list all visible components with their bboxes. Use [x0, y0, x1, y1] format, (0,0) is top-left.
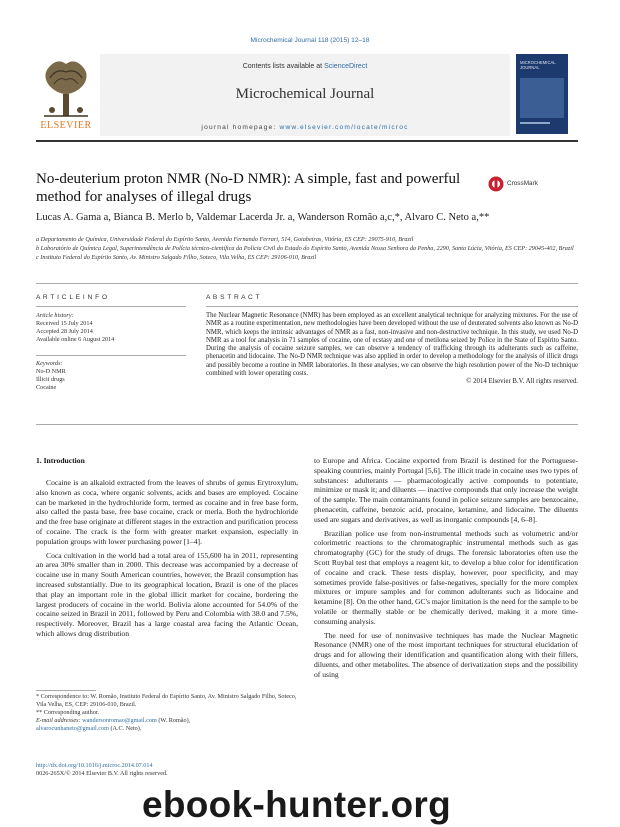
- email-owner: (W. Romão),: [158, 717, 191, 724]
- doi-link[interactable]: http://dx.doi.org/10.1016/j.microc.2014.07.014: [36, 762, 153, 769]
- cover-image: [520, 78, 564, 118]
- homepage-label: journal homepage:: [201, 124, 277, 131]
- email-link[interactable]: alvarocunhaneto@gmail.com: [36, 725, 109, 732]
- contents-prefix: Contents lists available at: [242, 63, 323, 70]
- abstract-copyright: © 2014 Elsevier B.V. All rights reserved.: [466, 378, 578, 386]
- footnotes: [36, 693, 298, 733]
- issn-line: 0026-265X/© 2014 Elsevier B.V. All rights reserved.: [36, 770, 168, 777]
- article-title: No-deuterium proton NMR (No-D NMR): A simple, fast and powerful method for analyses of illegal drugs: [36, 171, 461, 205]
- elsevier-wordmark: ELSEVIER: [40, 120, 92, 131]
- abstract-body: [206, 312, 578, 387]
- keyword-item: Illicit drugs: [36, 376, 65, 383]
- affiliation-rule: [36, 283, 578, 284]
- section-heading: 1. Introduction: [36, 456, 85, 465]
- watermark: ebook-hunter.org: [142, 782, 620, 827]
- history-received: Received 15 July 2014: [36, 320, 93, 327]
- article-history: [36, 312, 186, 344]
- body-paragraph: to Europe and Africa. Cocaine exported from Brazil is destined for the Portuguese-speaking countries, mainly Portugal [5,6]. The illicit trade in cocaine uses two types of substances: adulterants — pharmacologically active compounds to potentiate, minimize or mask it; and diluents — inactive compounds that only increase the weight of the sample. The main contaminants found in police seizure samples are benzocaine, phenacetin, caffeine, benzoic acid, procaine, ketamine, and lidocaine. The diluents used are sugars and derivatives, as well as inorganic compounds [4, 6–8].: [314, 456, 578, 524]
- abstract-text: The Nuclear Magnetic Resonance (NMR) has been employed as an excellent analytical technique for analyzing mixtures. For the use of NMR as a routine experimentation, new methodologies have been developed without the use of deuterated solvents also known as No-D NMR, which keeps the intrinsic advantages of NMR as a fast, non-invasive and non-destructive technique. In this study, we used No-D NMR as a tool for analysis in 71 samples of cocaine, one of ecstasy and one of metilona seized by Police in the State of Espírito Santo. During the analysis of cocaine seizure samples, we can observe a tendency of trafficking through its adulterants such as caffeine, phenacetin and lidocaine. The No-D NMR technique was also applied in order to develop a methodology for the analysis of illicit drugs and possibly become a routine in NMR laboratories. In these analyses, we can observe the high resolution power of the No-D technique combined with lower operating costs.: [206, 312, 578, 378]
- body-paragraph: The need for use of noninvasive techniques has made the Nuclear Magnetic Resonance (NMR) one of the most important techniques for structural elucidation of drugs and for allowing their identification and quantification along with their fillers, diluents, and other metabolites. The absence of derivatization steps and the possibility of using: [314, 630, 578, 679]
- elsevier-logo: [36, 54, 96, 132]
- homepage-url[interactable]: www.elsevier.com/locate/microc: [279, 124, 409, 131]
- body-paragraph: Cocaine is an alkaloid extracted from the leaves of shrubs of genus Erytroxylum, also known as coca, where organic solvents, acids and bases are employed. Cocaine can be marketed in the hydrochloride form, termed as cocaine and in free base form, also called the pasta base, free base cocaine, crack or merla. Both the hydrochloride and the free base originate at different stages in the extraction and purification process of cocaine. The crack is the form with greater market expansion, especially in population groups with lower purchasing power [1–4].: [36, 478, 298, 546]
- homepage-line: [100, 124, 510, 131]
- page-footer: [36, 762, 296, 778]
- abstract-heading: A B S T R A C T: [206, 294, 261, 301]
- author-list: Lucas A. Gama a, Bianca B. Merlo b, Valdemar Lacerda Jr. a, Wanderson Romão a,c,*, Alvaro C. Neto a,**: [36, 212, 490, 223]
- journal-citation[interactable]: Microchemical Journal 118 (2015) 12–18: [250, 37, 370, 44]
- elsevier-tree-icon: [36, 54, 96, 120]
- cover-title: MICROCHEMICAL JOURNAL: [520, 60, 556, 70]
- abstract-rule: [206, 306, 578, 307]
- footnote-emails: [36, 717, 298, 725]
- history-label: Article history:: [36, 312, 74, 319]
- keyword-item: No-D NMR: [36, 368, 66, 375]
- keyword-item: Cocaine: [36, 384, 57, 391]
- affiliations: [36, 236, 576, 262]
- footnote-rule: [36, 690, 96, 691]
- journal-banner: [100, 54, 510, 136]
- email-owner: (A.C. Neto).: [110, 725, 142, 732]
- right-column: [314, 456, 578, 684]
- footnote-email-2: [36, 725, 298, 733]
- journal-name[interactable]: Microchemical Journal: [235, 86, 375, 102]
- affiliation-b: b Laboratório de Química Legal, Superintendência de Polícia técnico-científica da Polícia Civil do Estado do Espírito Santo, Avenida Nossa Senhora da Penha, 2290, Santa Lúcia, Vitória, ES CEP: 29045-402, Brazil: [36, 245, 574, 252]
- footnote-corresponding: ** Corresponding author.: [36, 709, 100, 716]
- keywords-rule: [36, 355, 186, 356]
- email-link[interactable]: wandersonromao@gmail.com: [82, 717, 157, 724]
- affiliation-c: c Instituto Federal do Espírito Santo, Av. Ministro Salgado Filho, Soteco, Vila Velha, ES CEP: 29106-010, Brazil: [36, 254, 317, 261]
- keywords: [36, 360, 186, 392]
- crossmark-badge[interactable]: [488, 174, 548, 194]
- body-paragraph: Coca cultivation in the world had a total area of 155,600 ha in 2011, representing an area 30% smaller than in 2000. This decrease was accompanied by a decrease of cocaine use in many South American countries, however, the Brazil consumption has increased substantially. Due to its geographical location, Brazil is one of the places that play an important role in the global illicit market for cocaine, bordering the largest producers of cocaine in the world. Bolivia alone accounted for 54.0% of the cocaine seized in Brazil in 2011, followed by Peru and Colombia with 38.0 and 7.5%, respectively. Moreover, Brazil has a large coastal area facing the Atlantic Ocean, which allows drug distribution: [36, 550, 298, 638]
- article-info-rule: [36, 306, 186, 307]
- sciencedirect-link[interactable]: ScienceDirect: [324, 63, 368, 70]
- cover-decor: [520, 122, 550, 124]
- crossmark-label: CrossMark: [507, 180, 538, 187]
- journal-cover[interactable]: [516, 54, 568, 134]
- email-label: E-mail addresses:: [36, 717, 81, 724]
- crossmark-icon: [488, 176, 504, 192]
- affiliation-a: a Departamento de Química, Universidade Federal do Espírito Santo, Avenida Fernando Ferrari, 514, Goiabeiras, Vitória, ES CEP: 29075-910, Brazil: [36, 236, 414, 243]
- history-accepted: Accepted 28 July 2014: [36, 328, 93, 335]
- footnote-correspondence: * Correspondence to: W. Romão, Instituto Federal do Espírito Santo, Av. Ministro Salgado Filho, Soteco, Vila Velha, ES, CEP: 29106-010, Brazil.: [36, 693, 297, 708]
- history-online: Available online 6 August 2014: [36, 336, 115, 343]
- article-info-heading: A R T I C L E I N F O: [36, 294, 108, 301]
- header-rule: [36, 140, 578, 142]
- body-paragraph: Brazilian police use from non-instrumental methods such as volumetric and/or colorimetric reactions to the chromatographic instrumental methods such as gas chromatography (GC) for the study of drugs. The forensic laboratories often use the Scott Ruybal test that employs a reagent kit, to develop a blue color for identification of cocaine and crack. These tests display, however, poor specificity, and may sometimes provide false-positives or false-negatives, specially for the more complex mixtures or impure samples and for common adulterants such as lidocaine and ketamine [8]. On the other hand, GC's major limitation is the need for the sample to be volatile or thermally stable or be chemically derived, making it a more time-consuming analysis.: [314, 528, 578, 626]
- keywords-label: Keywords:: [36, 360, 63, 367]
- left-column: [36, 478, 298, 643]
- abstract-end-rule: [36, 424, 578, 425]
- contents-line: [100, 63, 510, 70]
